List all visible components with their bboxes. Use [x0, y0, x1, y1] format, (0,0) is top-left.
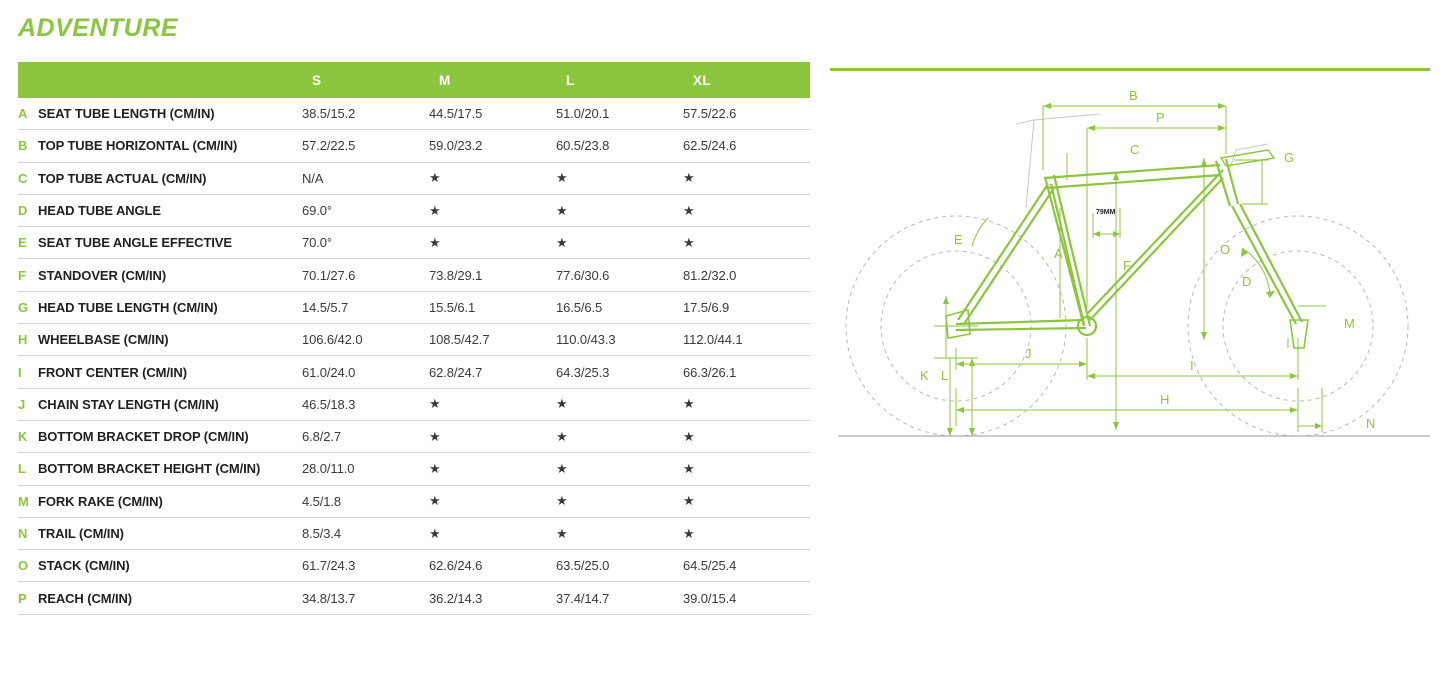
cell-size-l: ★: [556, 453, 683, 485]
page-title: ADVENTURE: [18, 14, 179, 42]
bike-geometry-diagram: [838, 58, 1430, 458]
cell-size-xl: 57.5/22.6: [683, 98, 810, 130]
row-letter: F: [18, 259, 38, 291]
cell-size-s: 38.5/15.2: [302, 98, 429, 130]
row-label: STACK (CM/IN): [38, 550, 302, 582]
table-row: [18, 485, 810, 517]
cell-size-l: 51.0/20.1: [556, 98, 683, 130]
cell-size-m: ★: [429, 453, 556, 485]
cell-size-s: 4.5/1.8: [302, 485, 429, 517]
table-body: [18, 98, 810, 614]
geometry-table: [18, 62, 810, 615]
table-row: [18, 259, 810, 291]
cell-size-m: 15.5/6.1: [429, 291, 556, 323]
geometry-table-wrap: [18, 62, 810, 615]
row-label: HEAD TUBE ANGLE: [38, 194, 302, 226]
cell-size-s: 61.0/24.0: [302, 356, 429, 388]
cell-size-xl: ★: [683, 485, 810, 517]
stem-bar-group: [1221, 150, 1274, 166]
row-label: REACH (CM/IN): [38, 582, 302, 614]
cell-size-m: 36.2/14.3: [429, 582, 556, 614]
cell-size-s: 14.5/5.7: [302, 291, 429, 323]
row-label: BOTTOM BRACKET HEIGHT (CM/IN): [38, 453, 302, 485]
row-label: HEAD TUBE LENGTH (CM/IN): [38, 291, 302, 323]
cell-size-s: 57.2/22.5: [302, 130, 429, 162]
cell-size-s: 6.8/2.7: [302, 420, 429, 452]
row-label: STANDOVER (CM/IN): [38, 259, 302, 291]
table-row: [18, 453, 810, 485]
row-label: TRAIL (CM/IN): [38, 517, 302, 549]
table-row: [18, 420, 810, 452]
column-header-m: M: [429, 62, 556, 98]
table-head: [18, 62, 810, 98]
table-row: [18, 324, 810, 356]
dim-label-P: P: [1156, 110, 1165, 125]
cell-size-l: ★: [556, 162, 683, 194]
table-row: [18, 517, 810, 549]
dim-label-B: B: [1129, 88, 1138, 103]
cell-size-s: 28.0/11.0: [302, 453, 429, 485]
cell-size-l: ★: [556, 388, 683, 420]
cell-size-m: ★: [429, 227, 556, 259]
table-row: [18, 388, 810, 420]
dim-label-J: J: [1025, 346, 1032, 361]
dim-label-O: O: [1220, 242, 1231, 257]
cell-size-m: 108.5/42.7: [429, 324, 556, 356]
dim-label-K: K: [920, 368, 929, 383]
cell-size-m: 59.0/23.2: [429, 130, 556, 162]
cell-size-xl: 17.5/6.9: [683, 291, 810, 323]
row-label: SEAT TUBE ANGLE EFFECTIVE: [38, 227, 302, 259]
dim-label-G: G: [1284, 150, 1295, 165]
row-letter: C: [18, 162, 38, 194]
cell-size-xl: ★: [683, 420, 810, 452]
cell-size-l: 60.5/23.8: [556, 130, 683, 162]
cell-size-s: 106.6/42.0: [302, 324, 429, 356]
bike-geometry-svg: [838, 58, 1430, 458]
row-letter: N: [18, 517, 38, 549]
dim-label-L: L: [941, 368, 949, 383]
frame-tubes-group: [946, 159, 1308, 348]
column-header-xl: XL: [683, 62, 810, 98]
row-label: SEAT TUBE LENGTH (CM/IN): [38, 98, 302, 130]
cell-size-s: 46.5/18.3: [302, 388, 429, 420]
row-letter: O: [18, 550, 38, 582]
dim-label-A: A: [1054, 246, 1063, 261]
cell-size-m: ★: [429, 485, 556, 517]
cell-size-xl: 39.0/15.4: [683, 582, 810, 614]
cell-size-s: 69.0°: [302, 194, 429, 226]
cell-size-l: 64.3/25.3: [556, 356, 683, 388]
cell-size-l: ★: [556, 420, 683, 452]
cell-size-xl: ★: [683, 517, 810, 549]
dim-label-M: M: [1344, 316, 1355, 331]
cell-size-m: 62.8/24.7: [429, 356, 556, 388]
dim-label-N: N: [1366, 416, 1376, 431]
table-header-row: [18, 62, 810, 98]
cell-size-l: 37.4/14.7: [556, 582, 683, 614]
table-row: [18, 291, 810, 323]
cell-size-l: 110.0/43.3: [556, 324, 683, 356]
cell-size-s: 34.8/13.7: [302, 582, 429, 614]
cell-size-m: ★: [429, 388, 556, 420]
cell-size-m: 73.8/29.1: [429, 259, 556, 291]
row-letter: B: [18, 130, 38, 162]
cell-size-xl: 64.5/25.4: [683, 550, 810, 582]
row-label: CHAIN STAY LENGTH (CM/IN): [38, 388, 302, 420]
cell-size-s: 70.0°: [302, 227, 429, 259]
cell-size-l: 16.5/6.5: [556, 291, 683, 323]
row-letter: L: [18, 453, 38, 485]
row-letter: J: [18, 388, 38, 420]
row-letter: K: [18, 420, 38, 452]
row-label: FRONT CENTER (CM/IN): [38, 356, 302, 388]
row-letter: I: [18, 356, 38, 388]
cell-size-m: 62.6/24.6: [429, 550, 556, 582]
cell-size-l: ★: [556, 227, 683, 259]
cell-size-l: ★: [556, 485, 683, 517]
row-letter: P: [18, 582, 38, 614]
dim-label-F: F: [1123, 258, 1131, 273]
row-letter: D: [18, 194, 38, 226]
row-letter: G: [18, 291, 38, 323]
table-row: [18, 194, 810, 226]
row-label: TOP TUBE HORIZONTAL (CM/IN): [38, 130, 302, 162]
table-row: [18, 227, 810, 259]
cell-size-l: 77.6/30.6: [556, 259, 683, 291]
row-label: TOP TUBE ACTUAL (CM/IN): [38, 162, 302, 194]
row-label: FORK RAKE (CM/IN): [38, 485, 302, 517]
cell-size-s: 70.1/27.6: [302, 259, 429, 291]
cell-size-xl: ★: [683, 453, 810, 485]
column-header-measure: [38, 62, 302, 98]
column-header-l: L: [556, 62, 683, 98]
cell-size-m: ★: [429, 194, 556, 226]
cell-size-xl: ★: [683, 227, 810, 259]
cell-size-xl: ★: [683, 162, 810, 194]
dim-label-E: E: [954, 232, 963, 247]
row-letter: A: [18, 98, 38, 130]
cell-size-s: 61.7/24.3: [302, 550, 429, 582]
cell-size-xl: 66.3/26.1: [683, 356, 810, 388]
cell-size-m: ★: [429, 517, 556, 549]
table-row: [18, 98, 810, 130]
dim-label-I: I: [1190, 358, 1194, 373]
cell-size-l: ★: [556, 194, 683, 226]
cell-size-xl: ★: [683, 194, 810, 226]
cell-size-m: ★: [429, 420, 556, 452]
cell-size-l: 63.5/25.0: [556, 550, 683, 582]
dim-label-H: H: [1160, 392, 1170, 407]
row-label: WHEELBASE (CM/IN): [38, 324, 302, 356]
table-row: [18, 356, 810, 388]
row-label: BOTTOM BRACKET DROP (CM/IN): [38, 420, 302, 452]
cell-size-xl: 81.2/32.0: [683, 259, 810, 291]
table-row: [18, 550, 810, 582]
column-header-s: S: [302, 62, 429, 98]
cell-size-s: N/A: [302, 162, 429, 194]
dim-label-D: D: [1242, 274, 1252, 289]
cell-size-xl: ★: [683, 388, 810, 420]
dim-label-C: C: [1130, 142, 1140, 157]
table-row: [18, 162, 810, 194]
cell-size-xl: 112.0/44.1: [683, 324, 810, 356]
cell-size-xl: 62.5/24.6: [683, 130, 810, 162]
cell-size-m: 44.5/17.5: [429, 98, 556, 130]
row-letter: H: [18, 324, 38, 356]
table-row: [18, 582, 810, 614]
bb-offset-note: 79MM: [1096, 209, 1116, 216]
row-letter: M: [18, 485, 38, 517]
row-letter: E: [18, 227, 38, 259]
cell-size-l: ★: [556, 517, 683, 549]
cell-size-s: 8.5/3.4: [302, 517, 429, 549]
wheel-circles-group: [846, 216, 1408, 436]
column-header-letter: [18, 62, 38, 98]
cell-size-m: ★: [429, 162, 556, 194]
table-row: [18, 130, 810, 162]
